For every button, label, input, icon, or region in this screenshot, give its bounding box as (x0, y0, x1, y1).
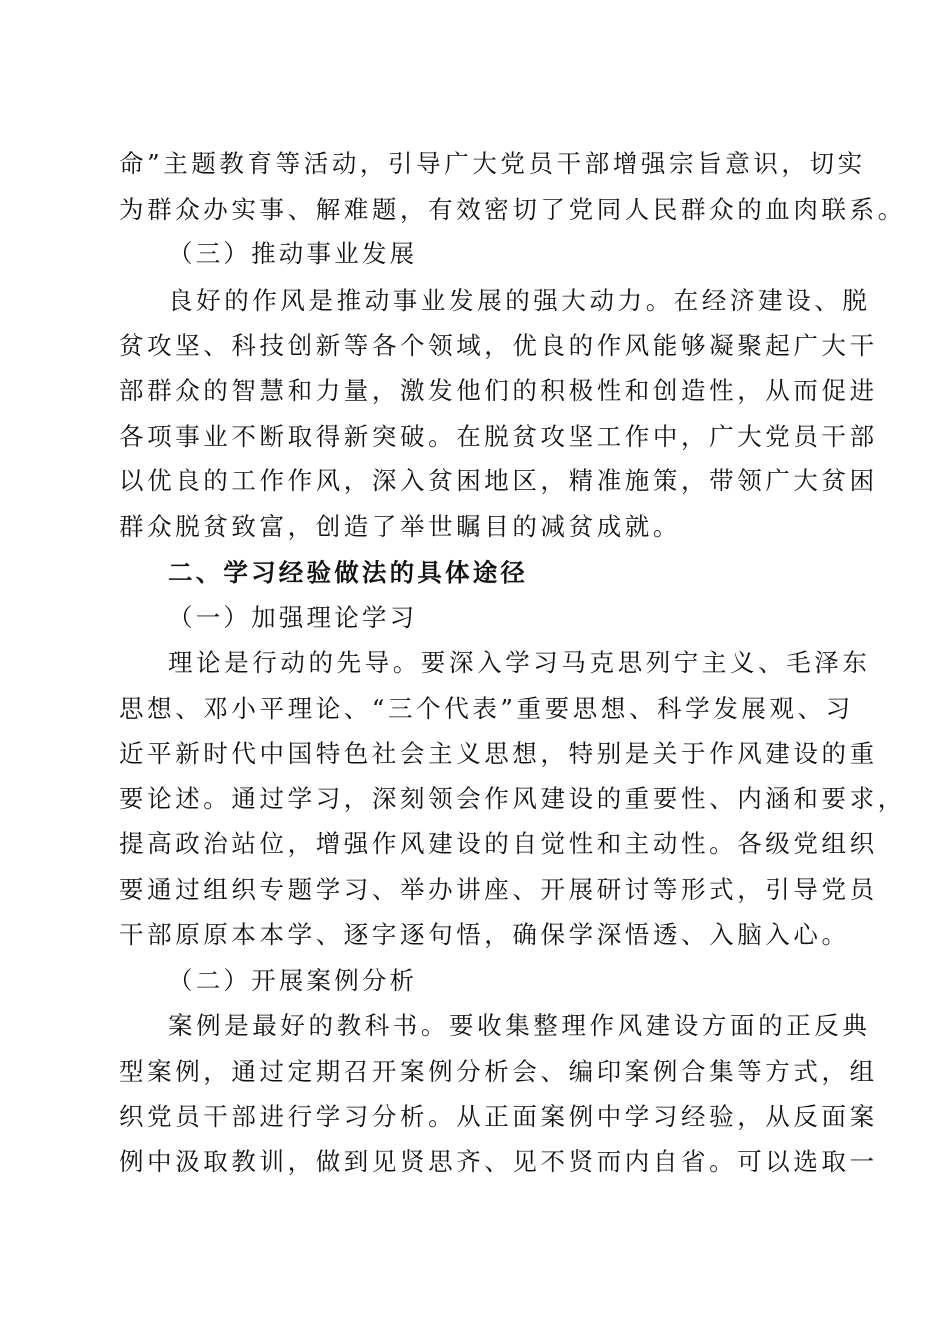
paragraph-line: 近平新时代中国特色社会主义思想，特别是关于作风建设的重 (119, 739, 878, 768)
section-heading-1: （一）加强理论学习 (168, 603, 418, 632)
paragraph-line: 案例是最好的教科书。要收集整理作风建设方面的正反典 (168, 1011, 871, 1040)
paragraph-line: 贫攻坚、科技创新等各个领域，优良的作风能够凝聚起广大干 (119, 331, 878, 360)
paragraph-line: 群众脱贫致富，创造了举世瞩目的减贫成就。 (119, 512, 681, 541)
paragraph-line: 型案例，通过定期召开案例分析会、编印案例合集等方式，组 (119, 1057, 878, 1086)
paragraph-line: 各项事业不断取得新突破。在脱贫攻坚工作中，广大党员干部 (119, 422, 878, 451)
paragraph-line: 例中汲取教训，做到见贤思齐、见不贤而内自省。可以选取一 (119, 1147, 878, 1176)
section-heading-3: （三）推动事业发展 (168, 239, 418, 268)
paragraph-line: 要通过组织专题学习、举办讲座、开展研讨等形式，引导党员 (119, 875, 878, 904)
paragraph-line: 思想、邓小平理论、“三个代表”重要思想、科学发展观、习 (119, 694, 854, 723)
paragraph-line: 以优良的工作作风，深入贫困地区，精准施策，带领广大贫困 (119, 466, 878, 495)
paragraph-line: 部群众的智慧和力量，激发他们的积极性和创造性，从而促进 (119, 376, 878, 405)
paragraph-line: 织党员干部进行学习分析。从正面案例中学习经验，从反面案 (119, 1102, 878, 1131)
paragraph-line: 良好的作风是推动事业发展的强大动力。在经济建设、脱 (168, 286, 871, 315)
paragraph-line: 干部原原本本学、逐字逐句悟，确保学深悟透、入脑入心。 (119, 920, 850, 949)
paragraph-line: 理论是行动的先导。要深入学习马克思列宁主义、毛泽东 (168, 648, 871, 677)
paragraph-line: 要论述。通过学习，深刻领会作风建设的重要性、内涵和要求， (119, 784, 906, 813)
main-heading: 二、学习经验做法的具体途径 (168, 558, 529, 587)
section-heading-2: （二）开展案例分析 (168, 966, 418, 995)
paragraph-line: 命”主题教育等活动，引导广大党员干部增强宗旨意识，切实 (119, 149, 866, 178)
paragraph-line: 提高政治站位，增强作风建设的自觉性和主动性。各级党组织 (119, 829, 878, 858)
paragraph-line: 为群众办实事、解难题，有效密切了党同人民群众的血肉联系。 (119, 195, 906, 224)
